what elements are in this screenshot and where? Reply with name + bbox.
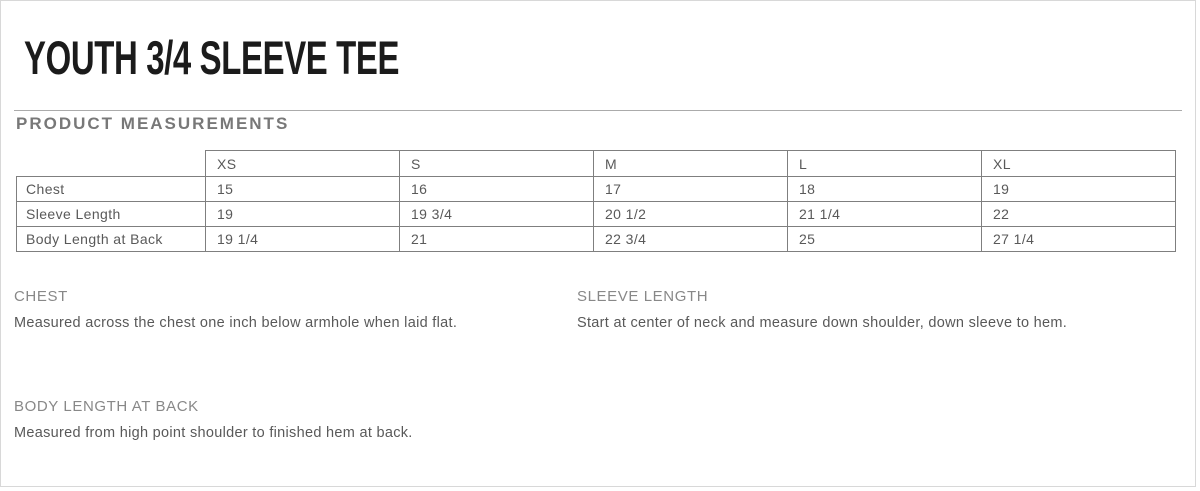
body-s: 21 [400,227,594,252]
body-xl: 27 1/4 [982,227,1176,252]
sleeve-xl: 22 [982,202,1176,227]
size-column-header-xl: XL [982,151,1176,177]
size-column-header-xs: XS [206,151,400,177]
body-xs: 19 1/4 [206,227,400,252]
sleeve-s: 19 3/4 [400,202,594,227]
chest-s: 16 [400,177,594,202]
body-m: 22 3/4 [594,227,788,252]
row-label-body-length: Body Length at Back [17,227,206,252]
product-title [24,31,560,84]
guide-body-length [14,397,594,449]
product-title-text: YOUTH 3/4 SLEEVE TEE [24,31,400,84]
table-row-chest [17,177,1176,202]
table-header-row [17,151,1176,177]
row-label-sleeve-length: Sleeve Length [17,202,206,227]
guide-sleeve-length [577,287,1099,339]
sleeve-m: 20 1/2 [594,202,788,227]
size-column-header-l: L [788,151,982,177]
size-column-header-m: M [594,151,788,177]
size-column-header-s: S [400,151,594,177]
guide-chest-description: Measured across the chest one inch below armhole when laid flat. [14,315,458,331]
guide-sleeve-length-description: Start at center of neck and measure down shoulder, down sleeve to hem. [577,315,1068,331]
guide-sleeve-length-heading: SLEEVE LENGTH [577,288,709,305]
measurements-table [16,150,1176,252]
chest-xl: 19 [982,177,1176,202]
table-row-sleeve-length [17,202,1176,227]
body-l: 25 [788,227,982,252]
sleeve-l: 21 1/4 [788,202,982,227]
sleeve-xs: 19 [206,202,400,227]
chest-m: 17 [594,177,788,202]
product-measurements-heading: PRODUCT MEASUREMENTS [16,114,290,133]
table-corner-cell [17,151,206,177]
chest-xs: 15 [206,177,400,202]
chest-l: 18 [788,177,982,202]
guide-chest-heading: CHEST [14,288,68,305]
guide-body-length-heading: BODY LENGTH AT BACK [14,398,199,415]
guide-body-length-description: Measured from high point shoulder to finished hem at back. [14,425,413,441]
guide-chest [14,287,559,339]
row-label-chest: Chest [17,177,206,202]
table-row-body-length [17,227,1176,252]
section-divider [14,110,1182,111]
